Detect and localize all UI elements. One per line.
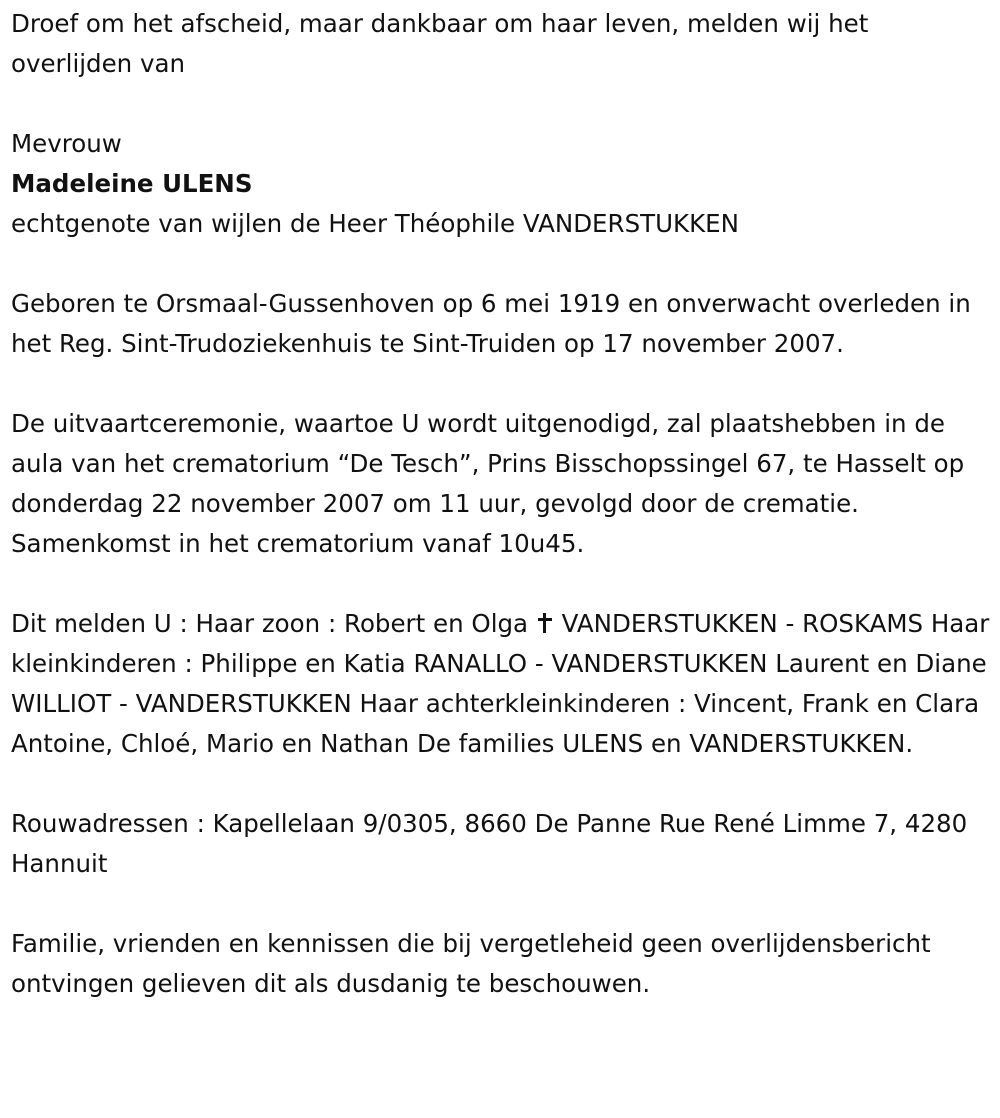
- addresses-text: Rouwadressen : Kapellelaan 9/0305, 8660 De Panne Rue René Limme 7, 4280 Hannuit: [11, 809, 968, 878]
- spacer: [11, 564, 990, 604]
- cross-icon: [538, 613, 552, 633]
- spacer: [11, 244, 990, 284]
- spacer: [11, 364, 990, 404]
- birth-death-text: Geboren te Orsmaal-Gussenhoven op 6 mei 1919 en onverwacht overleden in het Reg. Sint-Trudoziekenhuis te Sint-Truiden op 17 november 2007.: [11, 289, 971, 358]
- spacer: [11, 884, 990, 924]
- salutation: Mevrouw: [11, 129, 122, 158]
- deceased-name: Madeleine ULENS: [11, 169, 253, 198]
- spacer: [11, 84, 990, 124]
- intro-text: Droef om het afscheid, maar dankbaar om haar leven, melden wij het overlijden van: [11, 9, 869, 78]
- family-text-after-cross: VANDERSTUKKEN - ROSKAMS Haar kleinkinderen : Philippe en Katia RANALLO - VANDERSTUKKEN Laurent en Diane WILLIOT - VANDERSTUKKEN Haar achterkleinkinderen : Vincent, Frank en Clara Antoine, Chloé, Mario en Nathan De families ULENS en VANDERSTUKKEN.: [11, 609, 990, 758]
- closing-text: Familie, vrienden en kennissen die bij vergetleheid geen overlijdensbericht ontvingen gelieven dit als dusdanig te beschouwen.: [11, 929, 931, 998]
- ceremony-text: De uitvaartceremonie, waartoe U wordt uitgenodigd, zal plaatshebben in de aula van het crematorium “De Tesch”, Prins Bisschopssingel 67, te Hasselt op donderdag 22 november 2007 om 11 uur, gevolgd door de crematie. Samenkomst in het crematorium vanaf 10u45.: [11, 409, 965, 558]
- spouse-text: echtgenote van wijlen de Heer Théophile VANDERSTUKKEN: [11, 209, 739, 238]
- family-text: [11, 604, 990, 764]
- family-text-before-cross: Dit melden U : Haar zoon : Robert en Olga: [11, 609, 529, 638]
- spacer: [11, 764, 990, 804]
